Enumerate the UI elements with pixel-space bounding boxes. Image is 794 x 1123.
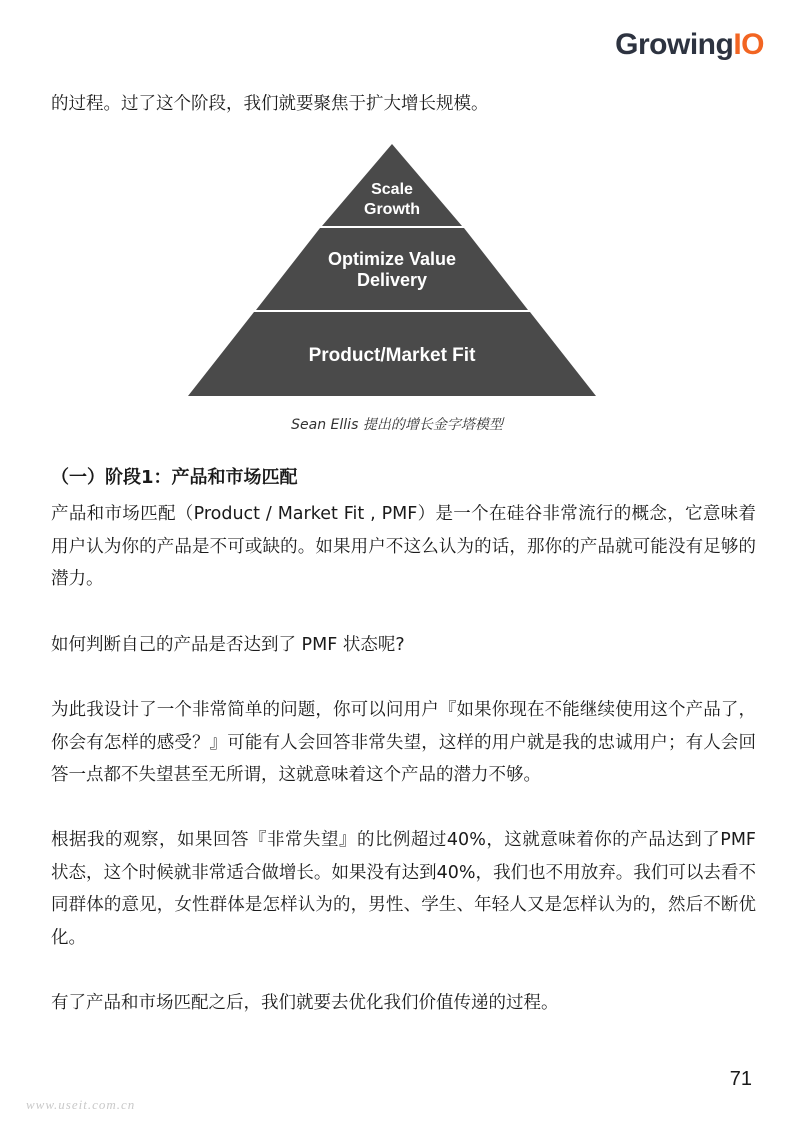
figure-caption: Sean Ellis 提出的增长金字塔模型 [291,417,503,433]
pyramid-middle-line2: Delivery [356,270,428,290]
paragraph-observation: 根据我的观察，如果回答『非常失望』的比例超过40%，这就意味着你的产品达到了PMF 状态，这个时候就非常适合做增长。如果没有达到40%，我们也不用放弃。我们可以去看不同群体的意见，女性群体是怎样认为的，男性、学生、年轻人又是怎样认为的，然后不断优化。 [51,830,756,948]
paragraph-conclusion: 有了产品和市场匹配之后，我们就要去优化我们价值传递的过程。 [51,993,559,1013]
growth-pyramid-diagram [0,0,794,420]
logo-accent-text: IO [733,28,764,61]
paragraph-user-survey: 为此我设计了一个非常简单的问题，你可以问用户『如果你现在不能继续使用这个产品了，你会有怎样的感受？』可能有人会回答非常失望，这样的用户就是我的忠诚用户；有人会回答一点都不失望甚至无所谓，这就意味着这个产品的潜力不够。 [51,700,756,785]
pyramid-top-line1: Scale [371,181,413,198]
page-number: 71 [729,1068,752,1090]
watermark: www.useit.com.cn [26,1097,136,1112]
pyramid-top-line2: Growth [364,201,420,218]
paragraph-pmf-question: 如何判断自己的产品是否达到了 PMF 状态呢? [51,635,405,655]
pyramid-level-middle [256,228,528,310]
intro-paragraph: 的过程。过了这个阶段，我们就要聚焦于扩大增长规模。 [51,94,489,114]
pyramid-bottom-label: Product/Market Fit [308,345,476,366]
pyramid-middle-line1: Optimize Value [327,249,457,269]
logo-text: Growing [615,28,734,61]
section-heading: （一）阶段1：产品和市场匹配 [51,467,298,488]
paragraph-pmf-definition: 产品和市场匹配（Product / Market Fit , PMF）是一个在硅谷非常流行的概念，它意味着用户认为你的产品是不可或缺的。如果用户不这么认为的话，那你的产品就可能没有足够的潜力。 [51,504,756,589]
